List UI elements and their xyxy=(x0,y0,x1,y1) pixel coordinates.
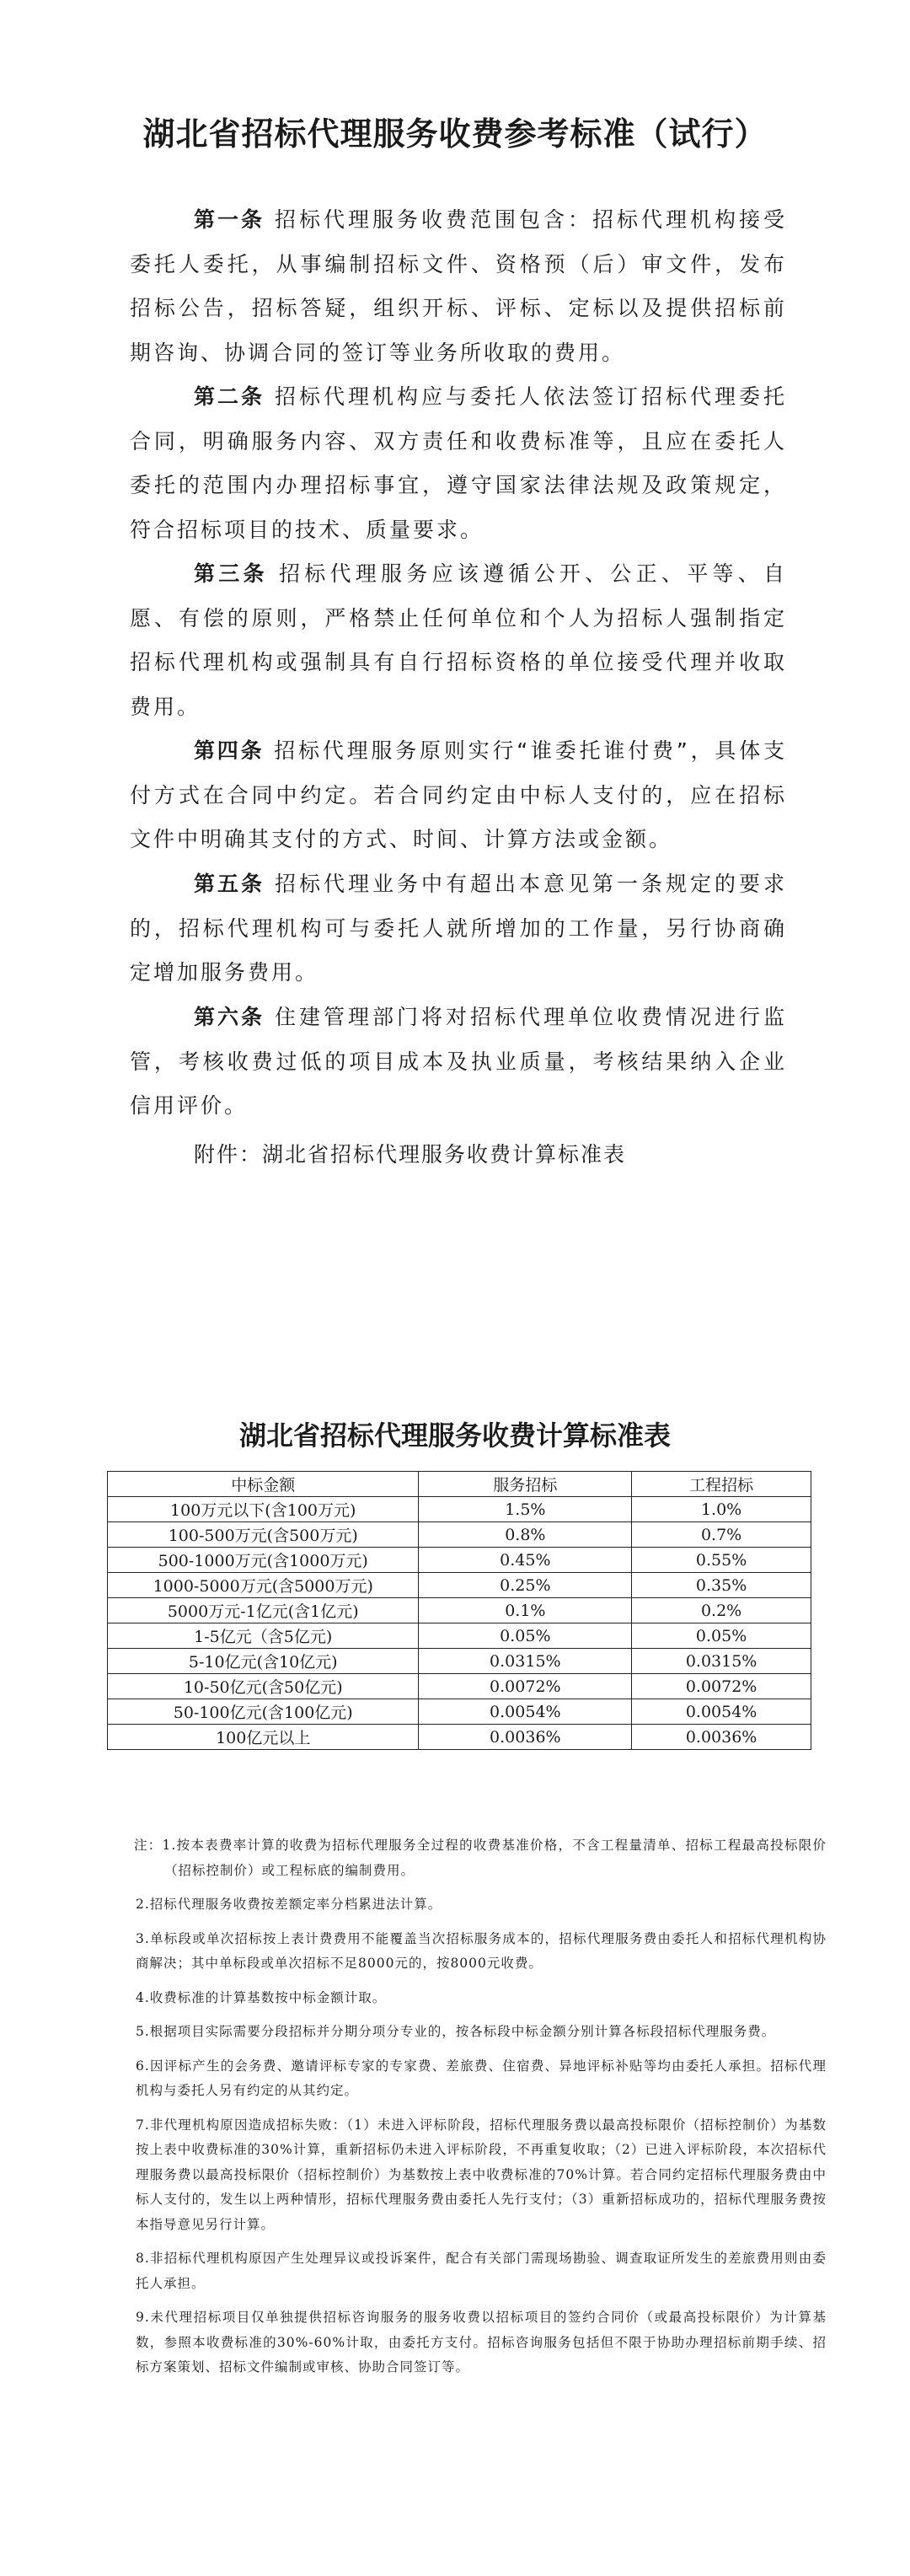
article-1-text: 招标代理服务收费范围包含：招标代理机构接受委托人委托，从事编制招标文件、资格预（后）审文件，发布招标公告，招标答疑，组织开标、评标、定标以及提供招标前期咨询、协调合同的签订等业务所收取的费用。 xyxy=(130,207,787,365)
article-1 xyxy=(130,198,787,375)
engineering-rate-cell: 0.0036% xyxy=(632,1725,811,1750)
note-4: 4.收费标准的计算基数按中标金额计取。 xyxy=(136,1989,387,2005)
engineering-rate-cell: 0.35% xyxy=(632,1573,811,1598)
article-5-heading: 第五条 xyxy=(194,872,265,896)
amount-cell: 5000万元-1亿元(含1亿元) xyxy=(108,1598,419,1623)
service-rate-cell: 0.0315% xyxy=(419,1649,632,1674)
engineering-rate-cell: 0.05% xyxy=(632,1623,811,1649)
table-title: 湖北省招标代理服务收费计算标准表 xyxy=(238,1419,671,1452)
amount-cell: 100万元以下(含100万元) xyxy=(108,1497,419,1522)
engineering-rate-cell: 1.0% xyxy=(632,1497,811,1522)
table-row xyxy=(108,1725,811,1750)
service-rate-cell: 0.25% xyxy=(419,1573,632,1598)
service-rate-cell: 0.0054% xyxy=(419,1699,632,1725)
note-9: 9.未代理招标项目仅单独提供招标咨询服务的服务收费以招标项目的签约合同价（或最高投标限价）为计算基数，参照本收费标准的30%-60%计取，由委托方支付。招标咨询服务包括但不限于协助办理招标前期手续、招标方案策划、招标文件编制或审核、协助合同签订等。 xyxy=(136,2310,827,2375)
article-6-heading: 第六条 xyxy=(194,1005,265,1029)
service-rate-cell: 0.0036% xyxy=(419,1725,632,1750)
service-rate-cell: 0.8% xyxy=(419,1522,632,1548)
attachment-note: 附件：湖北省招标代理服务收费计算标准表 xyxy=(194,1142,627,1167)
table-row xyxy=(108,1623,811,1649)
article-2 xyxy=(130,375,787,552)
engineering-rate-cell: 0.0054% xyxy=(632,1699,811,1725)
note-7: 7.非代理机构原因造成招标失败：（1）未进入评标阶段，招标代理服务费以最高投标限价（招标控制价）为基数按上表中收费标准的30%计算，重新招标仍未进入评标阶段，不再重复收取；（2）已进入评标阶段，本次招标代理服务费以最高投标限价（招标控制价）为基数按上表中收费标准的70%计算。若合同约定招标代理服务费由中标人支付的，发生以上两种情形，招标代理服务费由委托人先行支付；（3）重新招标成功的，招标代理服务费按本指导意见另行计算。 xyxy=(136,2117,827,2232)
service-rate-cell: 0.05% xyxy=(419,1623,632,1649)
table-row xyxy=(108,1548,811,1573)
note-2: 2.招标代理服务收费按差额定率分档累进法计算。 xyxy=(136,1897,442,1912)
document-title: 湖北省招标代理服务收费参考标准（试行） xyxy=(142,115,768,153)
article-5 xyxy=(130,862,787,996)
service-rate-cell: 0.1% xyxy=(419,1598,632,1623)
note-5: 5.根据项目实际需要分段招标并分期分项分专业的，按各标段中标金额分别计算各标段招标代理服务费。 xyxy=(136,2024,776,2039)
article-6-text: 住建管理部门将对招标代理单位收费情况进行监管，考核收费过低的项目成本及执业质量，考核结果纳入企业信用评价。 xyxy=(130,1005,787,1118)
article-4 xyxy=(130,729,787,862)
table-row xyxy=(108,1522,811,1548)
table-row xyxy=(108,1598,811,1623)
engineering-rate-cell: 0.55% xyxy=(632,1548,811,1573)
note-3: 3.单标段或单次招标按上表计费费用不能覆盖当次招标服务成本的，招标代理服务费由委托人和招标代理机构协商解决；其中单标段或单次招标不足8000元的，按8000元收费。 xyxy=(136,1930,827,1971)
article-2-text: 招标代理机构应与委托人依法签订招标代理委托合同，明确服务内容、双方责任和收费标准等，且应在委托人委托的范围内办理招标事宜，遵守国家法律法规及政策规定，符合招标项目的技术、质量要求。 xyxy=(130,384,787,542)
amount-cell: 50-100亿元(含100亿元) xyxy=(108,1699,419,1725)
article-4-heading: 第四条 xyxy=(194,738,265,763)
service-rate-cell: 1.5% xyxy=(419,1497,632,1522)
amount-cell: 500-1000万元(含1000万元) xyxy=(108,1548,419,1573)
note-1: 注：1.按本表费率计算的收费为招标代理服务全过程的收费基准价格，不含工程量清单、招标工程最高投标限价（招标控制价）或工程标底的编制费用。 xyxy=(134,1838,827,1878)
amount-cell: 100亿元以上 xyxy=(108,1725,419,1750)
fee-table xyxy=(107,1471,811,1750)
engineering-rate-cell: 0.2% xyxy=(632,1598,811,1623)
service-rate-cell: 0.45% xyxy=(419,1548,632,1573)
amount-cell: 1-5亿元（含5亿元) xyxy=(108,1623,419,1649)
table-row xyxy=(108,1497,811,1522)
header-engineering: 工程招标 xyxy=(632,1472,811,1497)
amount-cell: 5-10亿元(含10亿元) xyxy=(108,1649,419,1674)
notes-section xyxy=(136,1833,827,2390)
note-8: 8.非招标代理机构原因产生处理异议或投诉案件，配合有关部门需现场勘验、调查取证所发生的差旅费用则由委托人承担。 xyxy=(136,2251,827,2291)
engineering-rate-cell: 0.0315% xyxy=(632,1649,811,1674)
amount-cell: 100-500万元(含500万元) xyxy=(108,1522,419,1548)
table-row xyxy=(108,1649,811,1674)
amount-cell: 1000-5000万元(含5000万元) xyxy=(108,1573,419,1598)
table-row xyxy=(108,1674,811,1699)
article-3-text: 招标代理服务应该遵循公开、公正、平等、自愿、有偿的原则，严格禁止任何单位和个人为招标人强制指定招标代理机构或强制具有自行招标资格的单位接受代理并收取费用。 xyxy=(130,561,787,719)
amount-cell: 10-50亿元(含50亿元) xyxy=(108,1674,419,1699)
service-rate-cell: 0.0072% xyxy=(419,1674,632,1699)
article-1-heading: 第一条 xyxy=(194,207,265,232)
header-service: 服务招标 xyxy=(419,1472,632,1497)
header-amount: 中标金额 xyxy=(108,1472,419,1497)
table-row xyxy=(108,1573,811,1598)
engineering-rate-cell: 0.7% xyxy=(632,1522,811,1548)
note-6: 6.因评标产生的会务费、邀请评标专家的专家费、差旅费、住宿费、异地评标补贴等均由委托人承担。招标代理机构与委托人另有约定的从其约定。 xyxy=(136,2058,827,2098)
article-3-heading: 第三条 xyxy=(194,561,268,586)
article-2-heading: 第二条 xyxy=(194,384,265,409)
article-4-text: 招标代理服务原则实行“谁委托谁付费”，具体支付方式在合同中约定。若合同约定由中标人支付的，应在招标文件中明确其支付的方式、时间、计算方法或金额。 xyxy=(130,738,787,851)
table-header-row xyxy=(108,1472,811,1497)
engineering-rate-cell: 0.0072% xyxy=(632,1674,811,1699)
article-3 xyxy=(130,552,787,729)
article-5-text: 招标代理业务中有超出本意见第一条规定的要求的，招标代理机构可与委托人就所增加的工作量，另行协商确定增加服务费用。 xyxy=(130,872,787,985)
table-row xyxy=(108,1699,811,1725)
article-6 xyxy=(130,996,787,1129)
